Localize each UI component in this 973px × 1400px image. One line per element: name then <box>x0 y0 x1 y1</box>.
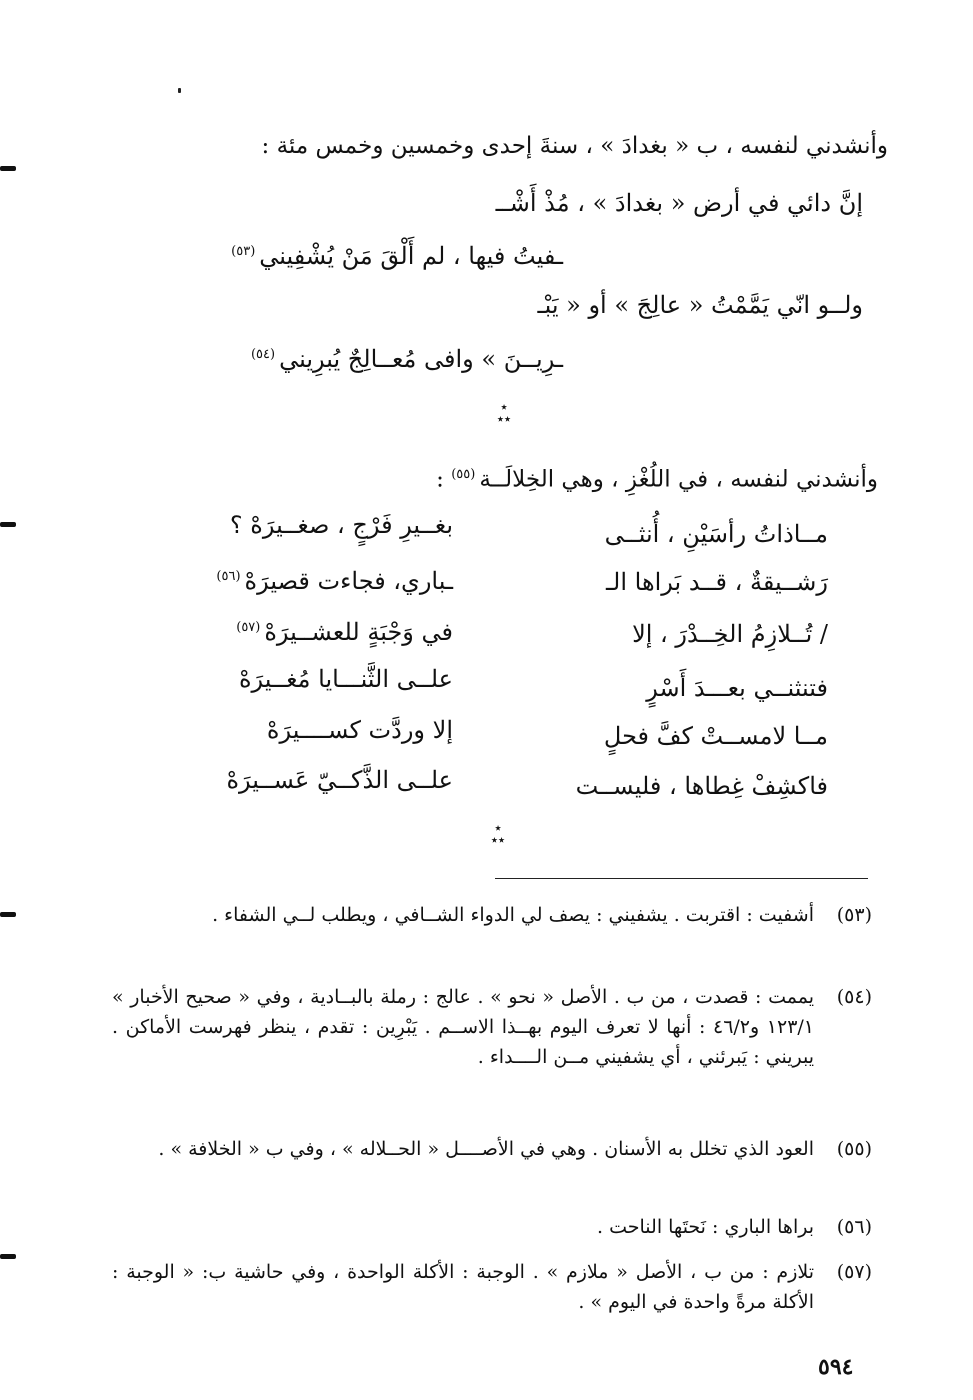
edge-mark <box>0 1254 16 1259</box>
footnote-text: تلازم : من ب ، الأصل « ملازم » . الوجبة : الأكلة الواحدة ، وفي حاشية ب: « الوجبة : الأكلة مرةً واحدة في اليوم » . <box>112 1261 814 1313</box>
footnote-marker: (٥٦) <box>216 569 241 584</box>
section-separator: ٭ ٭٭ <box>496 400 512 427</box>
footnote-number: (٥٦) <box>836 1216 872 1238</box>
footnote-number: (٥٧) <box>836 1261 872 1283</box>
poem-2-right-5: مــا لامســتْ كفَّ فحلٍ <box>603 722 828 750</box>
footnote-number: (٥٥) <box>836 1138 872 1160</box>
poem-2-left-5: إلا وردَّت كســــيرَهْ <box>266 716 453 744</box>
poem-2-left-1: بغــيرِ فَرْجٍ ، صغــيرَهْ ؟ <box>229 511 453 539</box>
footnote-number: (٥٤) <box>836 986 872 1008</box>
edge-mark <box>0 166 16 171</box>
footnote-text: أشفيت : اقتربت . يشفيني : يصف لي الدواء الشــافي ، ويطلب لــي الشفاء . <box>212 904 814 926</box>
poem-2-right-3: / تُــلازِمُ الخِــدْرَ ، إلا <box>632 620 828 648</box>
footnote-text: يممت : قصدت ، من ب . الأصل « نحو » . عالج : رملة بالبــادية ، وفي « صحيح الأخبار » ١٢٣/١ و٤٦/٢ : أنها لا تعرف اليوم بهــذا الاســم . يَبْرِين : تقدم ، ينظر فهرست الأماكن . يبريني : يَبرئني ، أي يشفيني مــن الــــداء . <box>112 986 815 1068</box>
footnote-number: (٥٣) <box>836 904 872 926</box>
poem-1-line-1 <box>496 187 863 219</box>
poem-1-line-4 <box>251 339 563 375</box>
poem-1-line-2 <box>231 236 563 272</box>
intro-line-2: وأنشدني لنفسه ، في اللُغْزِ ، وهي الخِلالَــة$^{(٥٥)}$ : <box>436 466 878 493</box>
poem-2-right-2: رَشــيقةٌ ، قــد بَراها الـ <box>606 568 828 596</box>
footnote-marker: (٥٤) <box>250 347 276 362</box>
poem-2-left-3: في وَجْبَةٍ للعشــيرَهْ$^{(٥٧)}$ <box>236 618 453 646</box>
poem-2-right-6: فاكشِفْ غِطاها ، فليســت <box>575 772 828 800</box>
poem-2-left-2: ـباري، فجاءت قصيرَهْ$^{(٥٦)}$ <box>216 567 453 595</box>
poem-2-left-4: علــى الثَّنـــايا مُغــيرَهْ <box>238 665 453 693</box>
edge-mark <box>0 522 16 527</box>
poem-1-line-3 <box>538 289 863 321</box>
footnote-53 <box>112 900 872 930</box>
footnote-text: براها الباري : نَحتَها الناحت . <box>597 1216 814 1238</box>
footnote-marker: (٥٧) <box>236 620 261 635</box>
footnote-divider <box>495 878 868 879</box>
footnote-marker: (٥٣) <box>231 244 256 259</box>
scan-speck <box>178 88 181 93</box>
poem-2-right-4: فتنثنــي بعـــدَ أَسْرٍ <box>646 674 828 702</box>
edge-mark <box>0 912 16 917</box>
footnote-56 <box>112 1212 872 1242</box>
verse-text: إنَّ دائي في أرض « بغدادَ » ، مُذْ أَشْــ <box>495 189 863 217</box>
poem-2-right-1: مــاذاتُ رأسَيْنِ ، أُنثــى <box>604 520 828 548</box>
footnote-marker: (٥٥) <box>451 467 476 482</box>
verse-text: ولــو انّي يَمَّمْتُ « عالِجَ » أو « يَبْـ <box>537 291 863 319</box>
footnote-text: العود الذي تخلل به الأسنان . وهي في الأصــــل « الحــلاله » ، وفي ب « الخلافة » . <box>158 1138 814 1160</box>
verse-text: ـرِيــنَ » وافى مُعــالِجٌ يُبرِيني <box>279 345 563 373</box>
poem-2-left-6: علــى الذَّكــيّ عَســيرَهْ <box>226 766 453 794</box>
footnote-55 <box>112 1134 872 1164</box>
page-number: ٥٩٤ <box>818 1354 854 1380</box>
footnote-54 <box>112 982 872 1072</box>
footnote-57 <box>112 1257 872 1317</box>
verse-text: ـفيتُ فيها ، لم أَلْقَ مَنْ يُشْفِيني <box>259 242 563 270</box>
intro-line-1: وأنشدني لنفسه ، ب « بغدادَ » ، سنةَ إحدى وخمسين وخمس مئة : <box>261 133 888 159</box>
section-separator: ٭ ٭٭ <box>490 821 506 848</box>
